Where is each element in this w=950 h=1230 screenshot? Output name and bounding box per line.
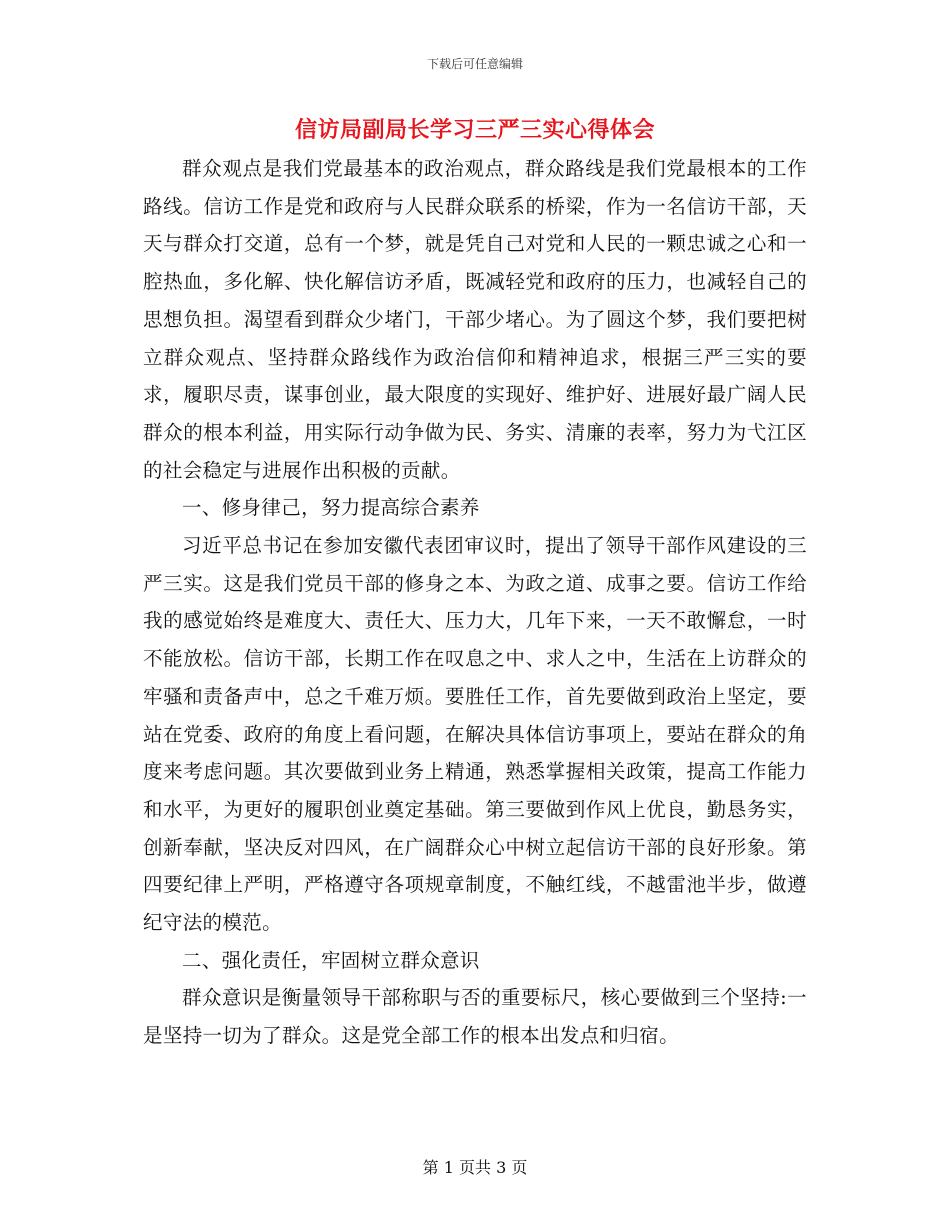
paragraph-section-1: 习近平总书记在参加安徽代表团审议时，提出了领导干部作风建设的三严三实。这是我们党员干部的修身之本、为政之道、成事之要。信访工作给我的感觉始终是难度大、责任大、压力大，几年下来，一天不敢懈怠，一时不能放松。信访干部，长期工作在叹息之中、求人之中，生活在上访群众的牢骚和责备声中，总之千难万烦。要胜任工作，首先要做到政治上坚定，要站在党委、政府的角度上看问题，在解决具体信访事项上，要站在群众的角度来考虑问题。其次要做到业务上精通，熟悉掌握相关政策，提高工作能力和水平，为更好的履职创业奠定基础。第三要做到作风上优良，勤恳务实，创新奉献，坚决反对四风，在广阔群众心中树立起信访干部的良好形象。第四要纪律上严明，严格遵守各项规章制度，不触红线，不越雷池半步，做遵纪守法的模范。 (143, 534, 807, 935)
document-title: 信访局副局长学习三严三实心得体会 (294, 117, 655, 143)
page-header-note: 下载后可任意编辑 (426, 57, 523, 71)
document-body (143, 150, 807, 1055)
paragraph-section-2: 群众意识是衡量领导干部称职与否的重要标尺，核心要做到三个坚持:一是坚持一切为了群众。这是党全部工作的根本出发点和归宿。 (143, 986, 807, 1048)
paragraph-intro: 群众观点是我们党最基本的政治观点，群众路线是我们党最根本的工作路线。信访工作是党和政府与人民群众联系的桥梁，作为一名信访干部，天天与群众打交道，总有一个梦，就是凭自己对党和人民的一颗忠诚之心和一腔热血，多化解、快化解信访矛盾，既减轻党和政府的压力，也减轻自己的思想负担。渴望看到群众少堵门，干部少堵心。为了圆这个梦，我们要把树立群众观点、坚持群众路线作为政治信仰和精神追求，根据三严三实的要求，履职尽责，谋事创业，最大限度的实现好、维护好、进展好最广阔人民群众的根本利益，用实际行动争做为民、务实、清廉的表率，努力为弋江区的社会稳定与进展作出积极的贡献。 (143, 157, 807, 482)
page-number-footer: 第 1 页共 3 页 (422, 1158, 528, 1177)
section-heading-1: 一、修身律己，努力提高综合素养 (182, 496, 480, 520)
section-heading-2: 二、强化责任，牢固树立群众意识 (182, 948, 480, 972)
